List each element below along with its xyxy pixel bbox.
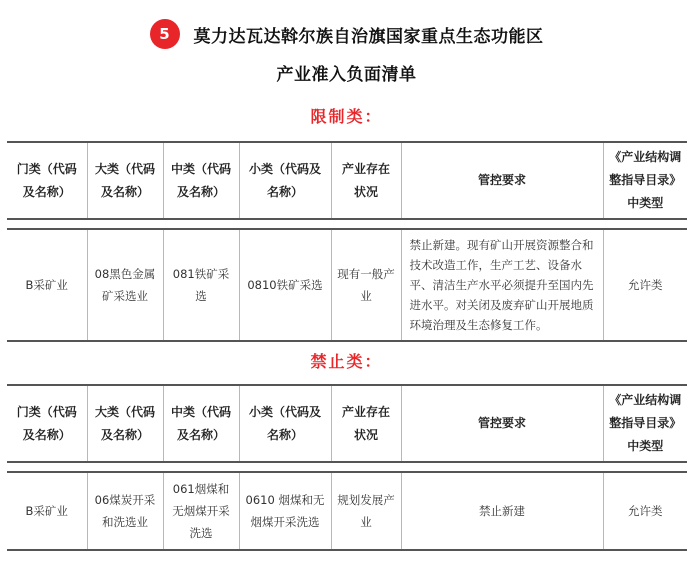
table-row [7, 229, 687, 341]
header-cell-requirements: 管控要求 [401, 142, 603, 219]
restricted-section-label: 限制类： [310, 107, 383, 126]
cell-status: 规划发展产业 [331, 472, 401, 550]
header [0, 18, 693, 50]
cell-status: 现有一般产业 [331, 229, 401, 341]
cell-requirements: 禁止新建。现有矿山开展资源整合和技术改造工作，生产工艺、设备水平、清洁生产水平必须提升至国内先进水平。对关闭及废弃矿山开展地质环境治理及生态修复工作。 [401, 229, 603, 341]
prohibited-section-label: 禁止类： [310, 352, 383, 371]
header-cell-category: 门类（代码及名称） [7, 385, 87, 462]
header-cell-middle-class: 中类（代码及名称） [163, 385, 239, 462]
cell-catalog-type: 允许类 [603, 229, 687, 341]
header-cell-requirements: 管控要求 [401, 385, 603, 462]
header-cell-status: 产业存在状况 [331, 142, 401, 219]
table-header-row [7, 142, 687, 219]
cell-major-class: 08黑色金属矿采选业 [87, 229, 163, 341]
restricted-table [7, 141, 687, 342]
cell-category: B采矿业 [7, 472, 87, 550]
table-row [7, 472, 687, 550]
header-cell-status: 产业存在状况 [331, 385, 401, 462]
header-cell-catalog-type: 《产业结构调整指导目录》中类型 [603, 385, 687, 462]
cell-minor-class: 0610 烟煤和无烟煤开采洗选 [239, 472, 331, 550]
header-cell-major-class: 大类（代码及名称） [87, 142, 163, 219]
cell-middle-class: 061烟煤和无烟煤开采洗选 [163, 472, 239, 550]
header-cell-minor-class: 小类（代码及名称） [239, 385, 331, 462]
page-title: 莫力达瓦达斡尔族自治旗国家重点生态功能区 [193, 26, 544, 47]
header-cell-category: 门类（代码及名称） [7, 142, 87, 219]
page-subtitle: 产业准入负面清单 [276, 65, 417, 85]
header-cell-catalog-type: 《产业结构调整指导目录》中类型 [603, 142, 687, 219]
cell-middle-class: 081铁矿采选 [163, 229, 239, 341]
cell-minor-class: 0810铁矿采选 [239, 229, 331, 341]
cell-category: B采矿业 [7, 229, 87, 341]
header-cell-major-class: 大类（代码及名称） [87, 385, 163, 462]
prohibited-table [7, 384, 687, 551]
cell-requirements: 禁止新建 [401, 472, 603, 550]
header-cell-middle-class: 中类（代码及名称） [163, 142, 239, 219]
cell-catalog-type: 允许类 [603, 472, 687, 550]
section-number-badge: 5 [150, 19, 180, 49]
header-cell-minor-class: 小类（代码及名称） [239, 142, 331, 219]
cell-major-class: 06煤炭开采和洗选业 [87, 472, 163, 550]
table-header-row [7, 385, 687, 462]
